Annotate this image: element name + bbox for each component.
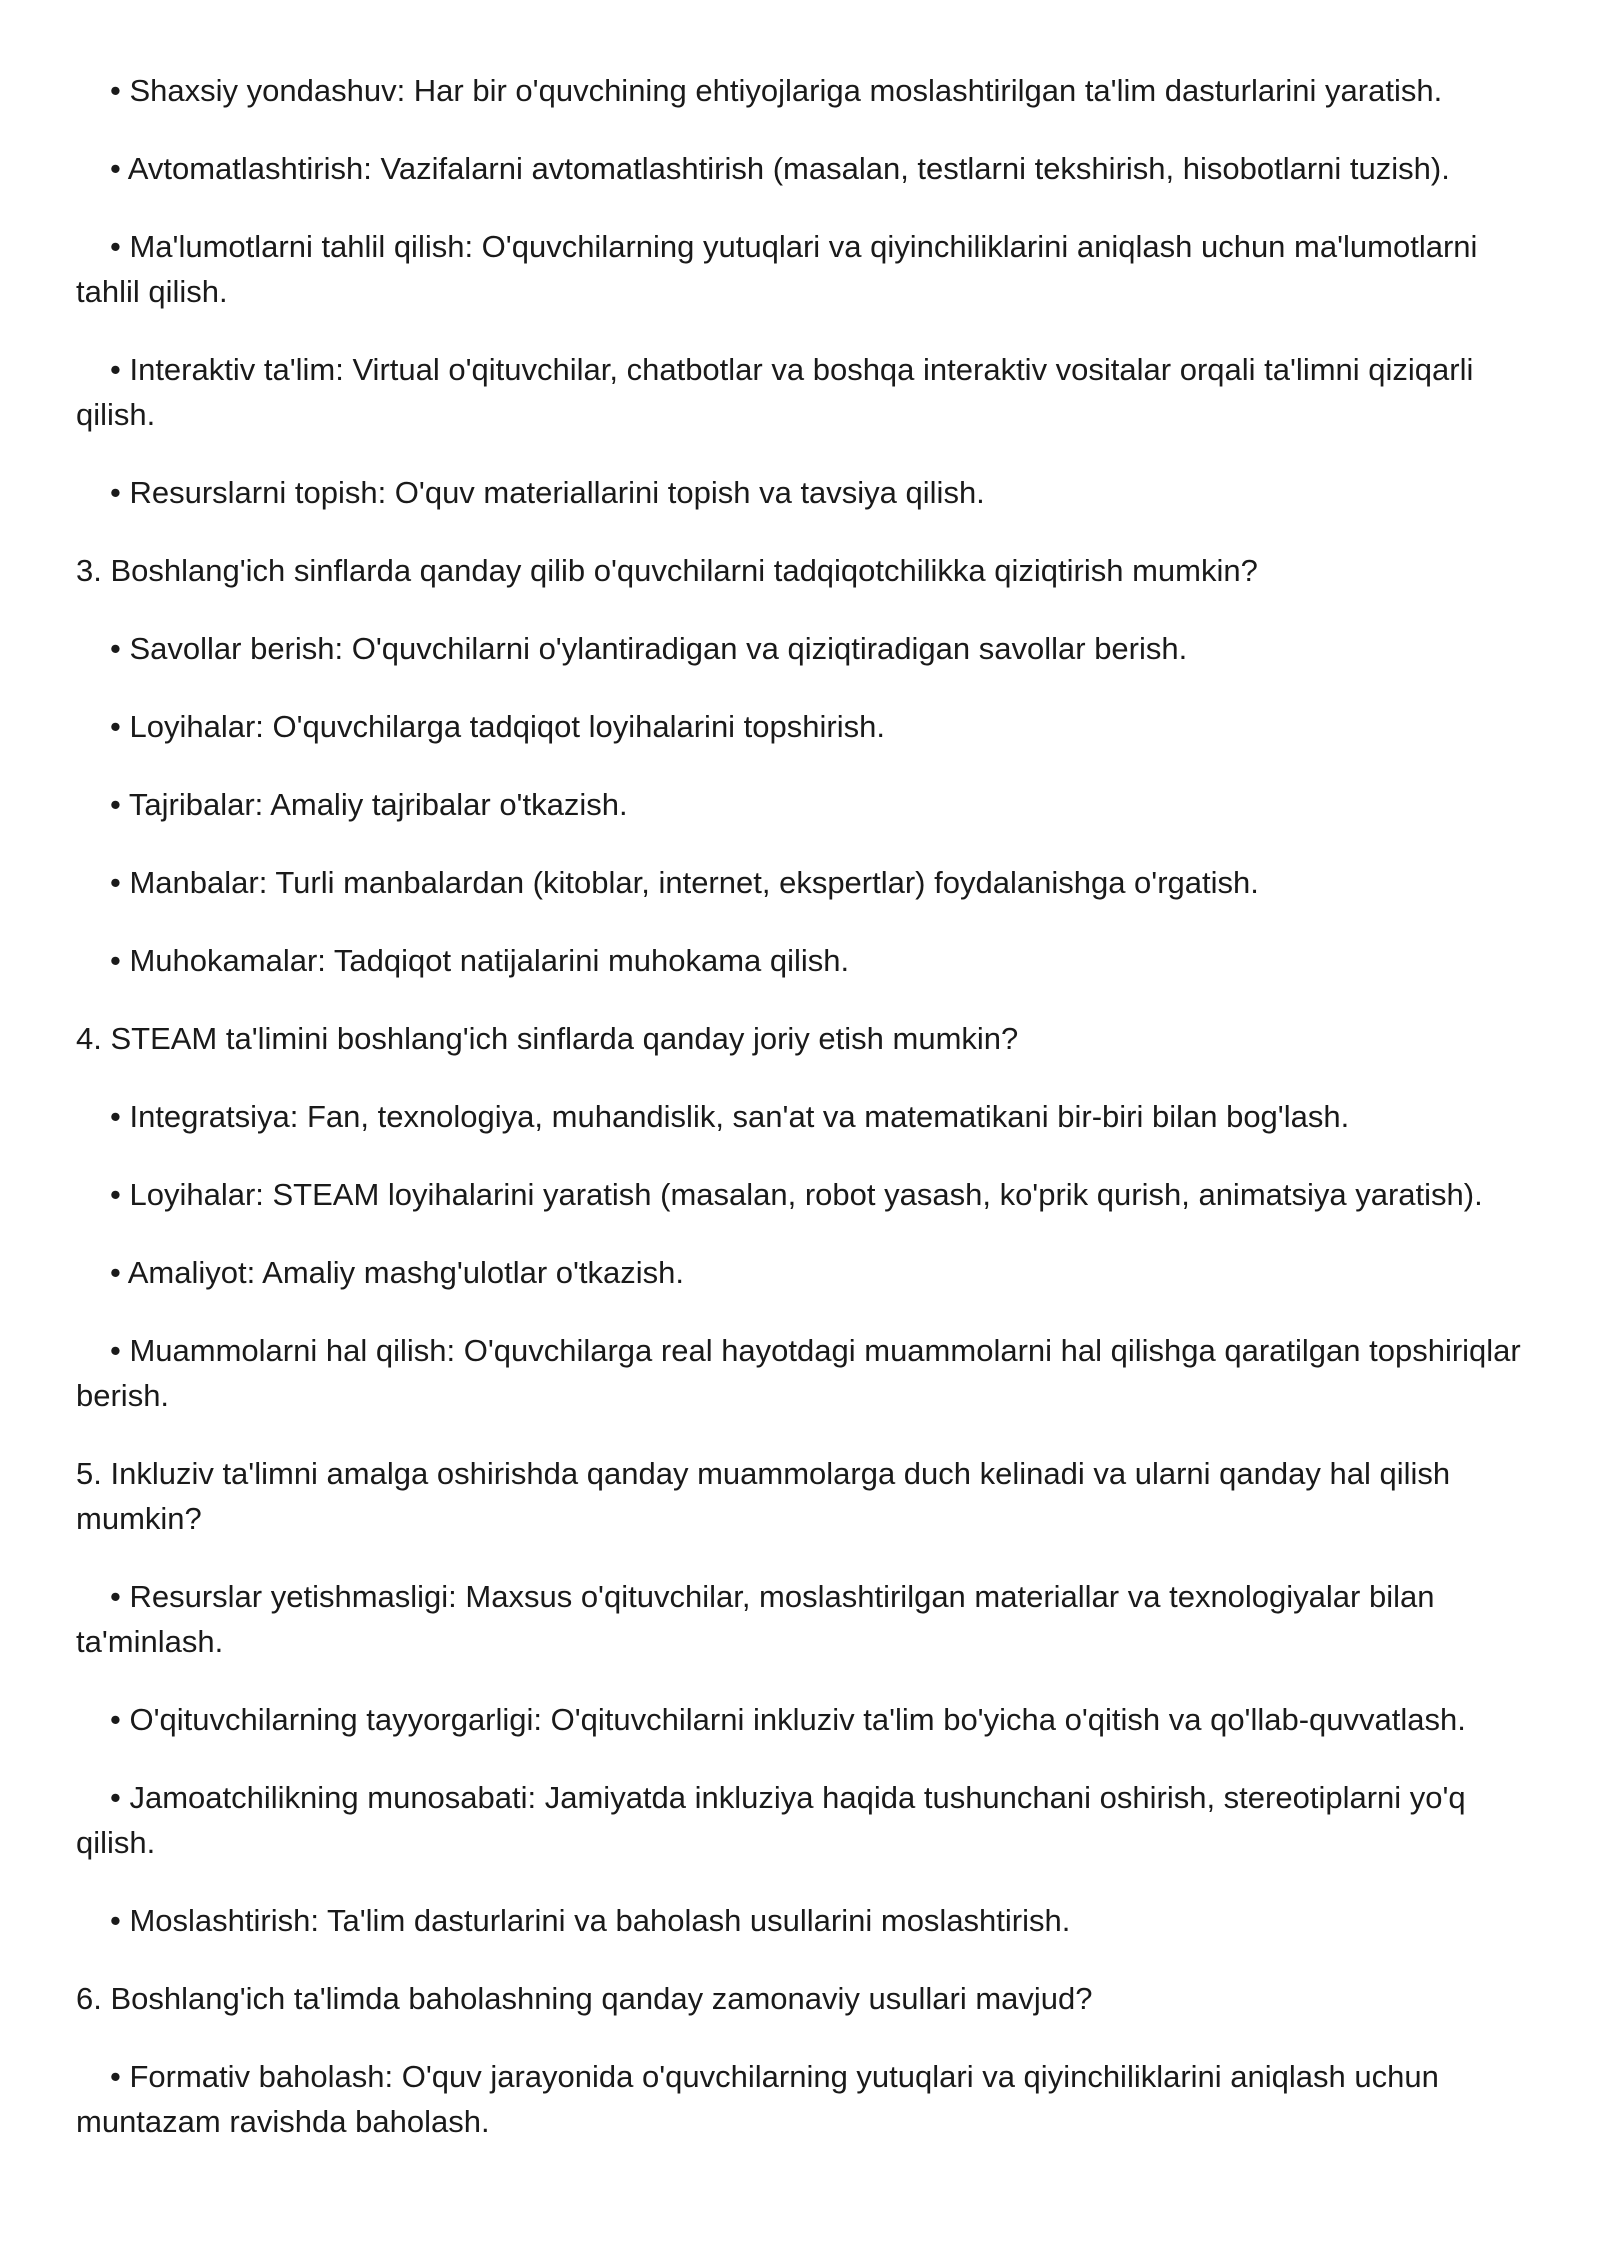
- bullet-item: • Jamoatchilikning munosabati: Jamiyatda inkluziya haqida tushunchani oshirish, stereotiplarni yo'q qilish.: [76, 1780, 1466, 1860]
- bullet-item: • Interaktiv ta'lim: Virtual o'qituvchilar, chatbotlar va boshqa interaktiv vositalar orqali ta'limni qiziqarli qilish.: [76, 352, 1474, 432]
- bullet-item: • Savollar berish: O'quvchilarni o'ylantiradigan va qiziqtiradigan savollar berish.: [110, 631, 1188, 666]
- question-heading: 5. Inkluziv ta'limni amalga oshirishda qanday muammolarga duch kelinadi va ularni qanday hal qilish mumkin?: [76, 1456, 1451, 1536]
- bullet-item: • Integratsiya: Fan, texnologiya, muhandislik, san'at va matematikani bir-biri bilan bog'lash.: [110, 1099, 1350, 1134]
- bullet-item: • Shaxsiy yondashuv: Har bir o'quvchining ehtiyojlariga moslashtirilgan ta'lim dasturlarini yaratish.: [110, 73, 1443, 108]
- bullet-item: • Loyihalar: STEAM loyihalarini yaratish (masalan, robot yasash, ko'prik qurish, animatsiya yaratish).: [110, 1177, 1483, 1212]
- bullet-item: • Resurslar yetishmasligi: Maxsus o'qituvchilar, moslashtirilgan materiallar va texnologiyalar bilan ta'minlash.: [76, 1579, 1435, 1659]
- bullet-item: • Muhokamalar: Tadqiqot natijalarini muhokama qilish.: [110, 943, 850, 978]
- bullet-item: • Amaliyot: Amaliy mashg'ulotlar o'tkazish.: [110, 1255, 685, 1290]
- bullet-item: • Tajribalar: Amaliy tajribalar o'tkazish.: [110, 787, 628, 822]
- question-heading: 6. Boshlang'ich ta'limda baholashning qanday zamonaviy usullari mavjud?: [76, 1981, 1093, 2016]
- question-heading: 3. Boshlang'ich sinflarda qanday qilib o'quvchilarni tadqiqotchilikka qiziqtirish mumkin?: [76, 553, 1258, 588]
- bullet-item: • Ma'lumotlarni tahlil qilish: O'quvchilarning yutuqlari va qiyinchiliklarini aniqlash uchun ma'lumotlarni tahlil qilish.: [76, 229, 1478, 309]
- bullet-item: • Resurslarni topish: O'quv materiallarini topish va tavsiya qilish.: [110, 475, 985, 510]
- bullet-item: • Muammolarni hal qilish: O'quvchilarga real hayotdagi muammolarni hal qilishga qaratilgan topshiriqlar berish.: [76, 1333, 1521, 1413]
- bullet-item: • Manbalar: Turli manbalardan (kitoblar, internet, ekspertlar) foydalanishga o'rgatish.: [110, 865, 1259, 900]
- document-body: [76, 68, 1524, 2144]
- question-heading: 4. STEAM ta'limini boshlang'ich sinflarda qanday joriy etish mumkin?: [76, 1021, 1019, 1056]
- bullet-item: • Loyihalar: O'quvchilarga tadqiqot loyihalarini topshirish.: [110, 709, 885, 744]
- bullet-item: • Moslashtirish: Ta'lim dasturlarini va baholash usullarini moslashtirish.: [110, 1903, 1071, 1938]
- bullet-item: • O'qituvchilarning tayyorgarligi: O'qituvchilarni inkluziv ta'lim bo'yicha o'qitish va qo'llab-quvvatlash.: [110, 1702, 1466, 1737]
- bullet-item: • Avtomatlashtirish: Vazifalarni avtomatlashtirish (masalan, testlarni tekshirish, hisobotlarni tuzish).: [110, 151, 1450, 186]
- bullet-item: • Formativ baholash: O'quv jarayonida o'quvchilarning yutuqlari va qiyinchiliklarini aniqlash uchun muntazam ravishda baholash.: [76, 2059, 1439, 2139]
